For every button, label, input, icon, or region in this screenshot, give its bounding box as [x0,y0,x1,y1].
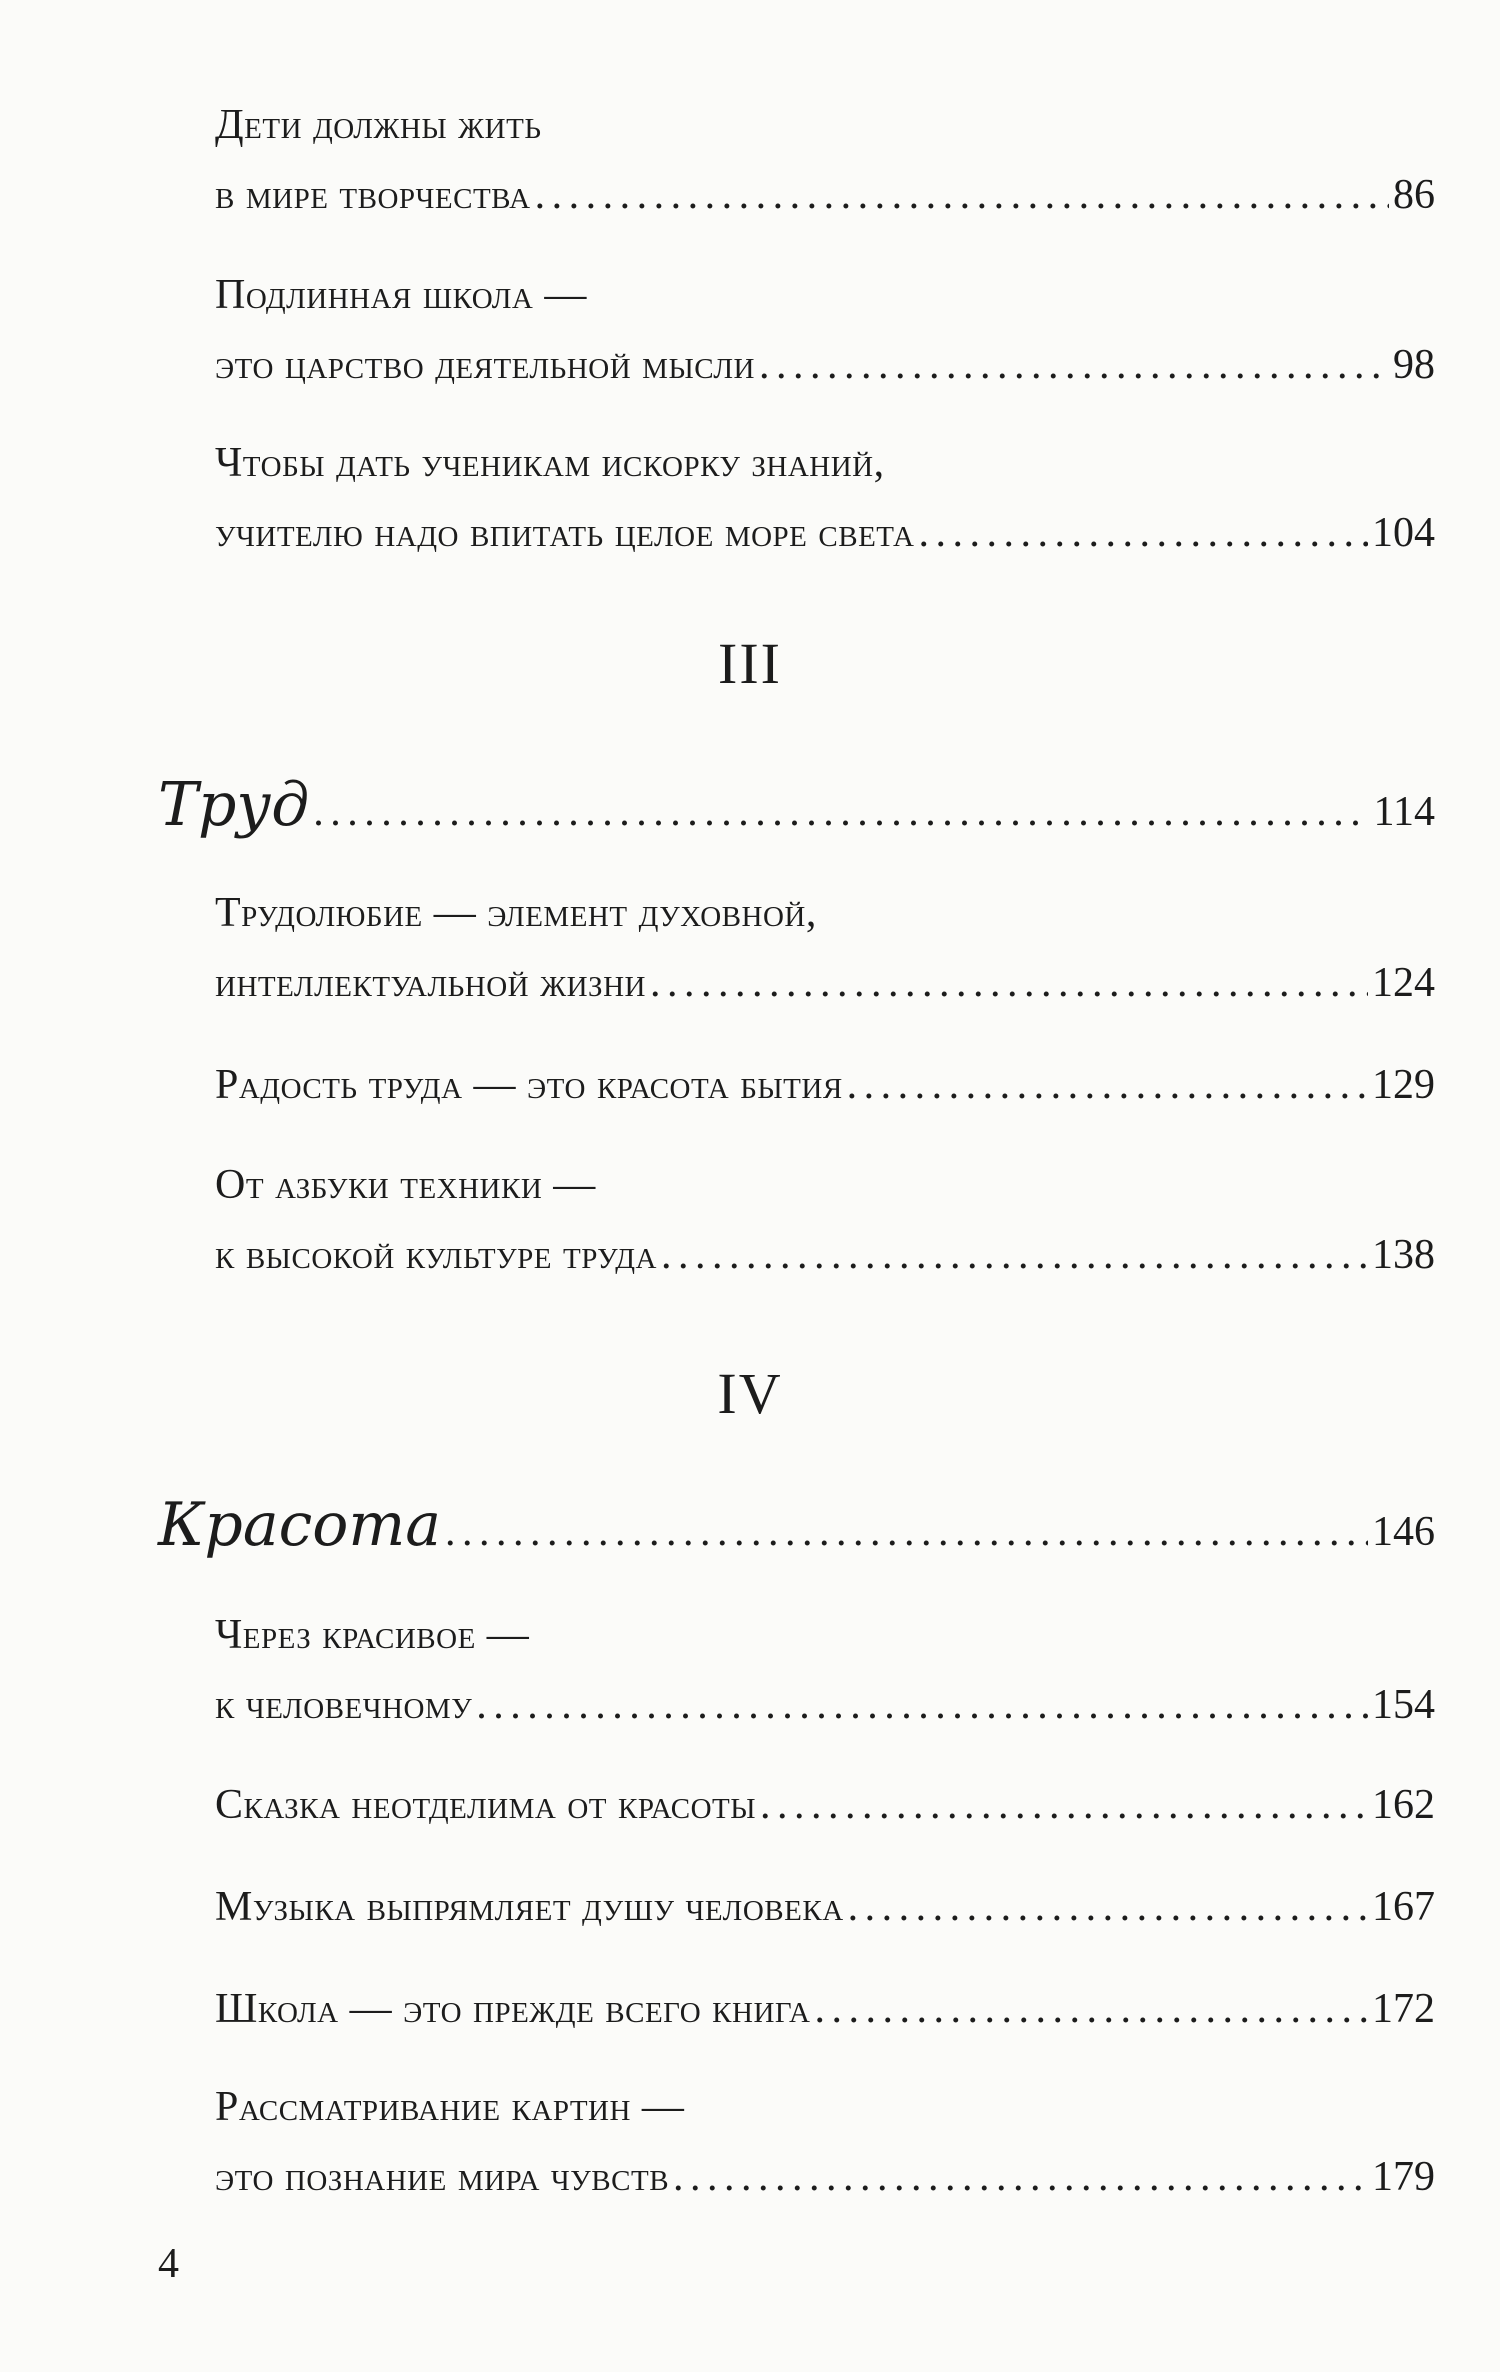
toc-entry-line: Рассматривание картин — [215,2084,685,2130]
toc-entry [215,1770,1435,1840]
toc-entry-line: От азбуки техники — [215,1162,596,1208]
toc-entry [215,878,1435,1018]
toc-section [158,1480,1435,1570]
page-number: 4 [158,2241,179,2287]
toc-entry [215,1872,1435,1942]
toc-page-number: 138 [1372,1232,1435,1278]
toc-page-number: 146 [1372,1509,1435,1555]
dot-leader [847,1050,1368,1120]
toc-entry [215,1050,1435,1120]
dot-leader [848,1872,1368,1942]
toc-entry-line: интеллектуальной жизни [215,960,646,1006]
toc-entry-line: в мире творчества [215,172,531,218]
toc-page-number: 114 [1373,789,1435,835]
toc-entry-line: Через красивое — [215,1612,530,1658]
section-title: Труд [158,770,310,840]
toc-entry-line: к человечному [215,1682,473,1728]
toc-page-number: 86 [1393,172,1435,218]
dot-leader [650,948,1368,1018]
toc-page-number: 154 [1372,1682,1435,1728]
toc-page-number: 162 [1372,1782,1435,1828]
toc-page-number: 98 [1393,342,1435,388]
dot-leader [535,160,1389,230]
part-numeral: IV [717,1361,783,1426]
toc-entry [215,1600,1435,1740]
dot-leader [476,1670,1368,1740]
toc-page-number: 104 [1372,510,1435,556]
toc-entry [215,1974,1435,2044]
dot-leader [313,767,1369,857]
toc-entry-line: Сказка неотделима от красоты [215,1782,757,1828]
toc-entry-line: Чтобы дать ученикам искорку знаний, [215,440,885,486]
dot-leader [661,1220,1368,1290]
toc-entry-line: Трудолюбие — элемент духовной, [215,890,817,936]
toc-entry-line: это познание мира чувств [215,2154,670,2200]
toc-page-number: 167 [1372,1884,1435,1930]
toc-entry-line: Подлинная школа — [215,272,587,318]
toc-page-number: 124 [1372,960,1435,1006]
part-numeral: III [718,631,782,696]
toc-entry [215,2072,1435,2212]
dot-leader [760,1770,1368,1840]
toc-entry [215,260,1435,400]
toc-entry-line: Музыка выпрямляет душу человека [215,1884,844,1930]
toc-entry-line: это царство деятельной мысли [215,342,755,388]
section-title: Красота [158,1490,442,1560]
dot-leader [445,1487,1368,1577]
toc-page-number: 172 [1372,1986,1435,2032]
toc-entry [215,428,1435,568]
toc-entry-line: Радость труда — это красота бытия [215,1062,843,1108]
toc-entry-line: Школа — это прежде всего книга [215,1986,811,2032]
dot-leader [673,2142,1368,2212]
toc-page-number: 179 [1372,2154,1435,2200]
toc-section [158,760,1435,850]
toc-entry [215,1150,1435,1290]
toc-entry-line: к высокой культуре труда [215,1232,657,1278]
dot-leader [919,498,1369,568]
dot-leader [759,330,1389,400]
toc-entry [215,90,1435,230]
toc-entry-line: учителю надо впитать целое море света [215,510,915,556]
toc-entry-line: Дети должны жить [215,102,542,148]
toc-page-number: 129 [1372,1062,1435,1108]
dot-leader [814,1974,1368,2044]
